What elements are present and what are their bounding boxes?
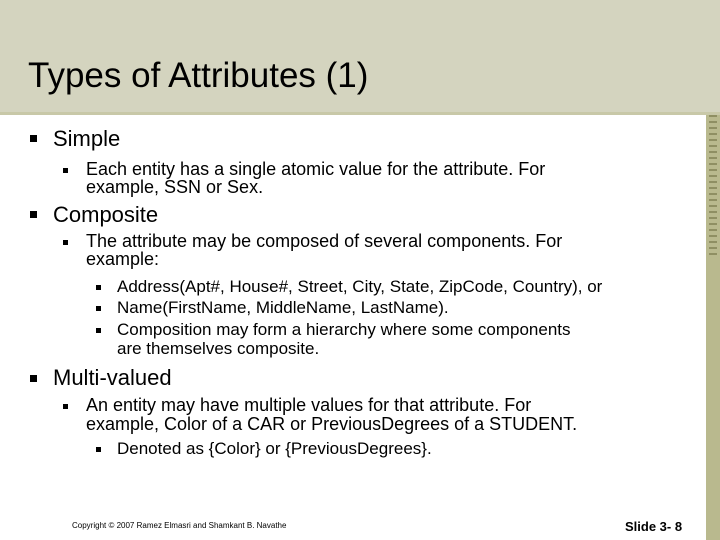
sub-bullet-icon (63, 240, 68, 245)
composite-desc-line1: The attribute may be composed of several components. For (86, 231, 563, 251)
composite-item-address: Address(Apt#, House#, Street, City, State, ZipCode, Country), or (117, 277, 603, 296)
composite-hierarchy-line1: Composition may form a hierarchy where some components (117, 320, 571, 339)
sub-sub-bullet-icon (96, 306, 101, 311)
slide-number: Slide 3- 8 (625, 519, 683, 534)
composite-hierarchy-line2: are themselves composite. (117, 339, 320, 358)
title-underline (0, 112, 720, 115)
sub-sub-bullet-icon (96, 328, 101, 333)
multivalued-denoted: Denoted as {Color} or {PreviousDegrees}. (117, 439, 432, 458)
slide-title: Types of Attributes (1) (28, 56, 369, 95)
bullet-square-icon (30, 211, 37, 218)
footer-copyright: Copyright © 2007 Ramez Elmasri and Shamkant B. Navathe (72, 521, 287, 530)
bullet-square-icon (30, 375, 37, 382)
simple-desc-line1: Each entity has a single atomic value for the attribute. For (86, 159, 546, 179)
multivalued-desc-line1: An entity may have multiple values for that attribute. For (86, 395, 532, 415)
bullet-square-icon (30, 135, 37, 142)
right-bar-ticks (709, 115, 717, 255)
composite-desc-line2: example: (86, 249, 160, 269)
bullet-multivalued: Multi-valued (53, 365, 172, 390)
sub-sub-bullet-icon (96, 447, 101, 452)
bullet-composite: Composite (53, 202, 159, 227)
multivalued-desc-line2: example, Color of a CAR or PreviousDegrees of a STUDENT. (86, 414, 578, 434)
sub-bullet-icon (63, 404, 68, 409)
sub-bullet-icon (63, 168, 68, 173)
simple-desc-line2: example, SSN or Sex. (86, 177, 264, 197)
sub-sub-bullet-icon (96, 285, 101, 290)
bullet-simple: Simple (53, 126, 121, 151)
composite-item-name: Name(FirstName, MiddleName, LastName). (117, 298, 449, 317)
